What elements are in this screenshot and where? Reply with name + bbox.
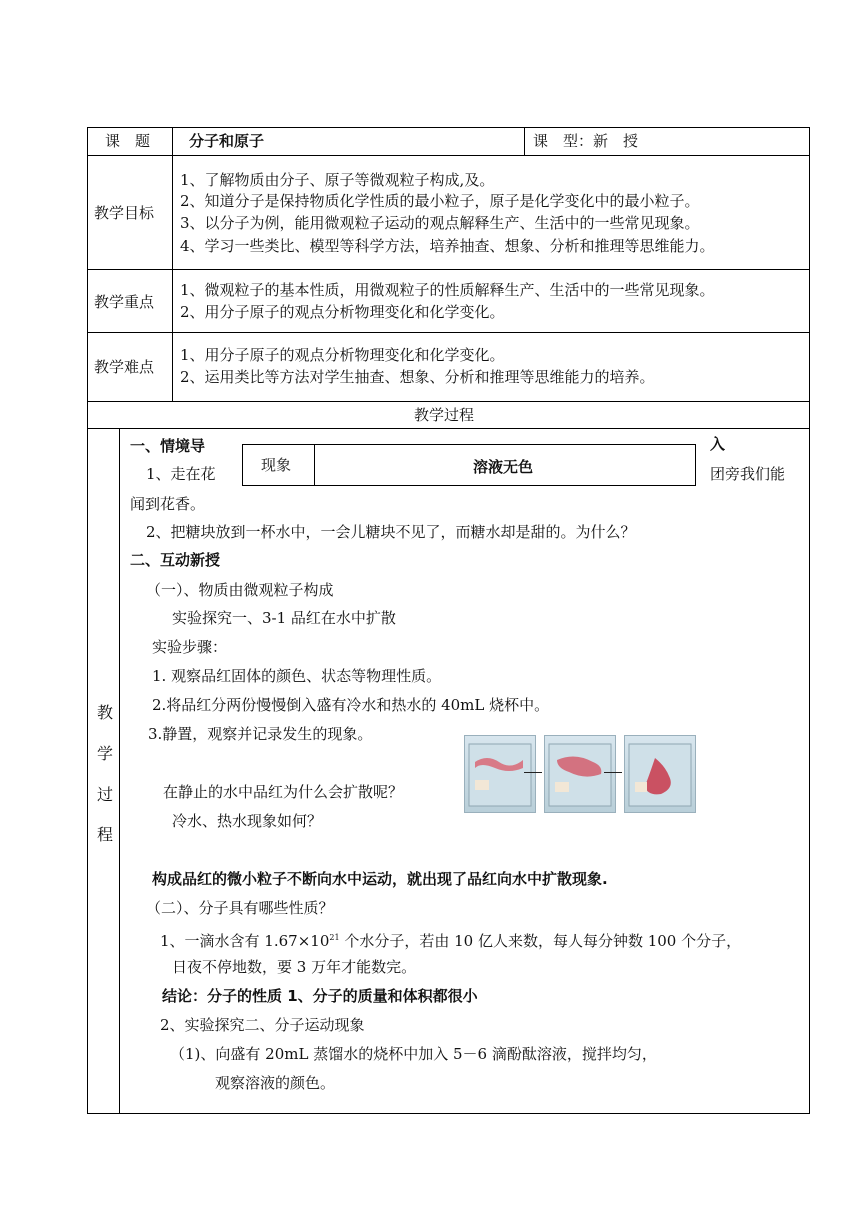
overlay-table <box>242 444 696 486</box>
section1-title: 一、情境导 <box>130 437 206 455</box>
arrow-2 <box>604 772 622 773</box>
sub2: （二）、分子具有哪些性质？ <box>146 899 334 917</box>
line-smell: 闻到花香。 <box>130 495 206 513</box>
col-sep-process <box>119 428 120 1113</box>
exp1: 实验探究一、3-1 品红在水中扩散 <box>172 609 396 627</box>
section1-right-line: 团旁我们能 <box>710 465 786 483</box>
objective-2: 2、知道分子是保持物质化学性质的最小粒子，原子是化学变化中的最小粒子。 <box>180 192 700 210</box>
key-points-label: 教学重点 <box>94 293 155 311</box>
exp2-step1b: 观察溶液的颜色。 <box>215 1074 336 1092</box>
beaker-diffusion-icon-3 <box>625 736 695 812</box>
beaker-diffusion-icon-2 <box>545 736 615 812</box>
step-2: 2.将品红分两份慢慢倒入盛有冷水和热水的 40mL 烧杯中。 <box>152 696 550 714</box>
question-2: 冷水、热水现象如何？ <box>172 812 323 830</box>
key-point-1: 1、微观粒子的基本性质，用微观粒子的性质解释生产、生活中的一些常见现象。 <box>180 281 715 299</box>
steps-label: 实验步骤： <box>152 638 228 656</box>
side-label-char-1: 教 <box>96 703 113 722</box>
row-sep-3 <box>87 332 810 333</box>
exp2-step1: （1)、向盛有 20mL 蒸馏水的烧杯中加入 5－6 滴酚酞溶液，搅拌均匀， <box>170 1045 657 1063</box>
border-left <box>87 127 88 1114</box>
drop-line-1 <box>160 928 741 951</box>
drop-line-1-sup: 21 <box>329 933 340 942</box>
section2-title: 二、互动新授 <box>130 551 221 569</box>
beaker-photo-3 <box>624 735 696 813</box>
border-right <box>809 127 810 1114</box>
overlay-table-label: 现象 <box>261 456 292 474</box>
objective-1: 1、了解物质由分子、原子等微观粒子构成,及。 <box>180 171 495 189</box>
col-sep-type <box>524 127 525 155</box>
difficulty-1: 1、用分子原子的观点分析物理变化和化学变化。 <box>180 346 505 364</box>
col-sep-label <box>172 127 173 401</box>
section1-right-top: 入 <box>710 435 726 453</box>
difficulty-2: 2、运用类比等方法对学生抽查、想象、分析和推理等思维能力的培养。 <box>180 368 655 386</box>
objectives-label: 教学目标 <box>94 204 155 222</box>
row-sep-2 <box>87 269 810 270</box>
border-top <box>87 127 810 128</box>
beaker-diffusion-icon-1 <box>465 736 535 812</box>
step-1: 1. 观察品红固体的颜色、状态等物理性质。 <box>152 667 442 685</box>
topic-value: 分子和原子 <box>189 132 265 150</box>
exp2: 2、实验探究二、分子运动现象 <box>160 1016 365 1034</box>
line-walk: 1、走在花 <box>146 465 216 483</box>
side-label-char-4: 程 <box>96 825 113 844</box>
difficulties-label: 教学难点 <box>94 358 155 376</box>
side-label-char-2: 学 <box>96 744 113 763</box>
lesson-type: 课 型：新 授 <box>533 132 639 150</box>
row-sep-1 <box>87 155 810 156</box>
overlay-table-divider <box>314 445 315 486</box>
overlay-table-value: 溶液无色 <box>473 458 534 476</box>
beaker-photo-1 <box>464 735 536 813</box>
line-sugar: 2、把糖块放到一杯水中，一会儿糖块不见了，而糖水却是甜的。为什么？ <box>146 523 636 541</box>
conclusion-size: 结论：分子的性质 1、分子的质量和体积都很小 <box>162 987 478 1005</box>
key-point-2: 2、用分子原子的观点分析物理变化和化学变化。 <box>180 303 505 321</box>
row-sep-4 <box>87 401 810 402</box>
border-bottom <box>87 1113 810 1114</box>
question-1: 在静止的水中品红为什么会扩散呢？ <box>163 783 404 801</box>
step-3: 3.静置，观察并记录发生的现象。 <box>148 725 373 743</box>
side-label-char-3: 过 <box>96 785 113 804</box>
conclusion-diffusion: 构成品红的微小粒子不断向水中运动，就出现了品红向水中扩散现象. <box>152 870 608 888</box>
topic-label: 课 题 <box>105 132 151 150</box>
row-sep-5 <box>87 428 810 429</box>
process-header: 教学过程 <box>414 406 475 424</box>
arrow-1 <box>524 772 542 773</box>
objective-3: 3、以分子为例，能用微观粒子运动的观点解释生产、生活中的一些常见现象。 <box>180 214 700 232</box>
drop-line-1-a: 1、一滴水含有 1.67×10 <box>160 932 330 950</box>
beaker-photo-2 <box>544 735 616 813</box>
objective-4: 4、学习一些类比、模型等科学方法，培养抽查、想象、分析和推理等思维能力。 <box>180 237 715 255</box>
sub1: （一）、物质由微观粒子构成 <box>146 581 334 599</box>
drop-line-2: 日夜不停地数，要 3 万年才能数完。 <box>172 958 417 976</box>
drop-line-1-b: 个水分子，若由 10 亿人来数，每人每分钟数 100 个分子， <box>339 932 742 950</box>
